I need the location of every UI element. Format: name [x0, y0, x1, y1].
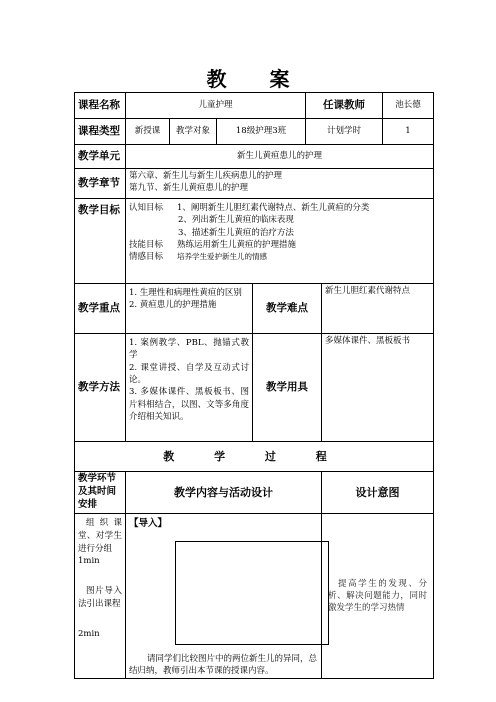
- unit-label: 教学单元: [75, 145, 126, 169]
- planned-hours-label: 计划学时: [306, 119, 383, 145]
- key-points-value: [126, 284, 253, 334]
- chapter-value: [126, 169, 434, 199]
- skill-line: [129, 239, 430, 251]
- objectives-label: 教学目标: [75, 199, 126, 284]
- chapter-label: 教学章节: [75, 169, 126, 199]
- skill-value: 熟练运用新生儿黄疸的护理措施: [177, 239, 297, 250]
- emotion-value: 培养学生爱护新生儿的情感: [177, 252, 268, 262]
- stage-1-time: 1min: [78, 556, 100, 567]
- key-points-label: 教学重点: [75, 284, 126, 334]
- stage-column-header: 教学环节及其时间安排: [75, 472, 126, 514]
- knowledge-label: 认知目标: [129, 203, 164, 213]
- tools-label: 教学用具: [253, 334, 322, 442]
- chapter-line: 第六章、新生儿与新生儿疾病患儿的护理: [129, 171, 283, 181]
- knowledge-item: 2、列出新生儿黄疸的临床表现: [178, 215, 294, 226]
- target-value: 18级护理3班: [217, 119, 306, 145]
- chapter-line: 第九节、新生儿黄疸患儿的护理: [129, 183, 249, 194]
- comparison-image-placeholder: [175, 541, 329, 645]
- key-point-line: 2. 黄疸患儿的护理措施: [129, 300, 217, 311]
- stage-2-time: 2min: [78, 628, 100, 639]
- difficulty-label: 教学难点: [253, 284, 322, 334]
- content-column-header: 教学内容与活动设计: [126, 472, 322, 514]
- emotion-label: 情感目标: [129, 252, 164, 263]
- stage-1: 组织课堂、对学生进行分组: [78, 518, 122, 554]
- course-name-label: 课程名称: [75, 93, 126, 119]
- method-line: 1. 案例教学、PBL、抛锚式教学: [129, 338, 249, 361]
- unit-value: 新生儿黄疸患儿的护理: [126, 145, 434, 169]
- content-cell: [126, 514, 322, 679]
- difficulty-value: 新生儿胆红素代谢特点: [322, 284, 434, 334]
- target-label: 教学对象: [170, 119, 217, 145]
- lesson-plan-table: [74, 92, 434, 679]
- intent-column-header: 设计意图: [322, 472, 434, 514]
- emotion-line: [129, 251, 430, 263]
- methods-label: 教学方法: [75, 334, 126, 442]
- method-line: 2. 课堂讲授、自学及互动式讨论。: [129, 362, 249, 385]
- stage-2: 图片导入法引出课程: [78, 586, 122, 609]
- tools-value: 多媒体课件、黑板板书: [322, 334, 434, 442]
- knowledge-line: [129, 202, 430, 214]
- content-text: 请同学们比较图片中的两位新生儿的异同，总结归纳，教师引出本节课的授课内容。: [129, 653, 318, 677]
- teacher-value: 池长德: [383, 93, 434, 119]
- planned-hours-value: 1: [383, 119, 434, 145]
- course-type-label: 课程类型: [75, 119, 126, 145]
- objectives-value: [126, 199, 434, 284]
- intent-cell: 提高学生的发现、分析、解决问题能力，同时激发学生的学习热情: [322, 514, 434, 679]
- skill-label: 技能目标: [129, 239, 164, 250]
- process-title: 教 学 过 程: [75, 442, 434, 472]
- key-point-line: 1. 生理性和病理性黄疸的区别: [129, 288, 242, 298]
- teacher-label: 任课教师: [306, 93, 383, 119]
- course-name-value: 儿童护理: [126, 93, 306, 119]
- section-heading: 【导入】: [129, 518, 168, 529]
- knowledge-item: 3、描述新生儿黄疸的治疗方法: [178, 227, 294, 238]
- page-title: 教 案: [206, 67, 308, 91]
- course-type-value: 新授课: [126, 119, 170, 145]
- methods-value: [126, 334, 253, 442]
- knowledge-item: 1、阐明新生儿胆红素代谢特点、新生儿黄疸的分类: [177, 203, 370, 213]
- stage-cell: [75, 514, 126, 679]
- method-line: 3. 多媒体课件、黑板板书、图片料相结合，以图、文等多角度介绍相关知识。: [129, 387, 249, 422]
